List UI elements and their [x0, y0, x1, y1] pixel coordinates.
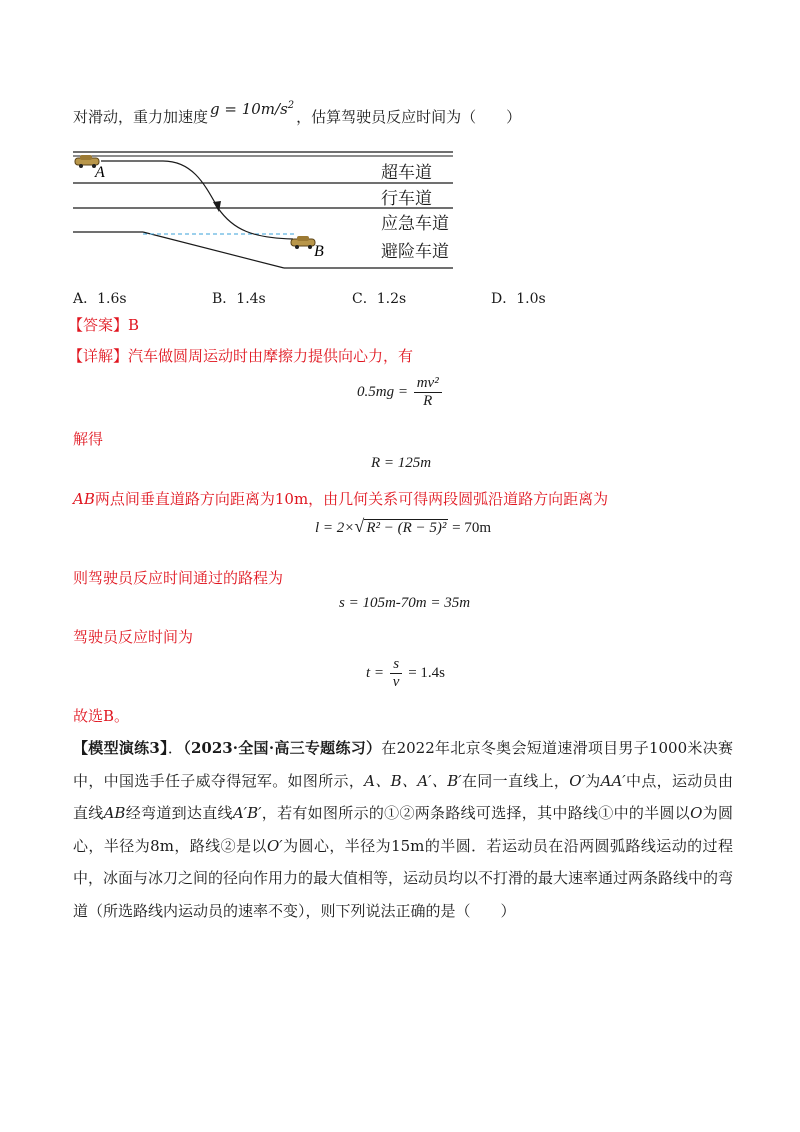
lane-label-driving: 行车道 [381, 189, 432, 209]
answer-label: 【答案】 [68, 316, 129, 334]
option-b: B．1.4s [212, 291, 266, 307]
option-a: A．1.6s [73, 291, 127, 307]
car-b-icon [291, 236, 315, 249]
next-problem-paragraph: 【模型演练3】．（2023·全国·高三专题练习）在2022年北京冬奥会短道速滑项目男子1000米决赛中，中国选手任子威夺得冠军。如图所示，A、B、A′、B′在同一直线上，O′为AA′中点，运动员由直线AB经弯道到达直线A′B′，若有如图所示的①②两条路线可选择，其中路线①中的半圆以O为圆心，半径为8m，路线②是以O′为圆心，半径为15m的半圆．若运动员在沿两圆弧路线运动的过程中，冰面与冰刀之间的径向作用力的最大值相等，运动员均以不打滑的最大速率通过两条路线中的弯道（所选路线内运动员的速率不变），则下列说法正确的是（ ） [73, 739, 734, 920]
equation-radius: R = 125m [371, 455, 432, 471]
answer-value: B [128, 316, 140, 334]
option-d: D．1.0s [491, 291, 546, 307]
solve-label: 解得 [73, 430, 104, 448]
point-b-label: B [314, 243, 324, 260]
problem-tag: 【模型演练3】 [73, 739, 168, 757]
car-path [101, 161, 218, 208]
geometry-line: AB两点间垂直道路方向距离为10m，由几何关系可得两段圆弧沿道路方向距离为 [73, 490, 609, 508]
reaction-time-line: 驾驶员反应时间为 [73, 628, 194, 646]
lane-label-emergency: 应急车道 [381, 214, 449, 234]
lane-label-escape: 避险车道 [381, 242, 449, 262]
lane-label-overtaking: 超车道 [381, 163, 432, 183]
point-a-label: A [95, 164, 105, 181]
detail-label: 【详解】 [68, 347, 129, 365]
equation-distance: s = 105m-70m = 35m [339, 595, 471, 611]
equation-time: t = $\frac{s}{v}$ = 1.4s [366, 656, 446, 690]
problem-source: （2023·全国·高三专题练习） [183, 739, 382, 757]
conclusion: 故选B。 [73, 707, 130, 725]
question-tail-after: ，估算驾驶员反应时间为（ ） [296, 108, 522, 126]
answer-line [68, 315, 139, 335]
road-diagram [73, 150, 458, 275]
question-tail [73, 100, 522, 127]
option-c: C．1.2s [352, 291, 407, 307]
equation-arc-distance: l = 2×√ R² − (R − 5)² = 70m [315, 516, 492, 536]
reaction-distance-line: 则驾驶员反应时间通过的路程为 [73, 569, 284, 587]
gravity-expression: $g = 10m/s^2$ [210, 100, 295, 118]
question-tail-before: 对滑动，重力加速度 [73, 108, 209, 126]
detail-intro: 【详解】汽车做圆周运动时由摩擦力提供向心力，有 [68, 347, 414, 365]
equation-centripetal: 0.5mg = $\frac{\text{mv²}}{R}$ [357, 375, 444, 410]
